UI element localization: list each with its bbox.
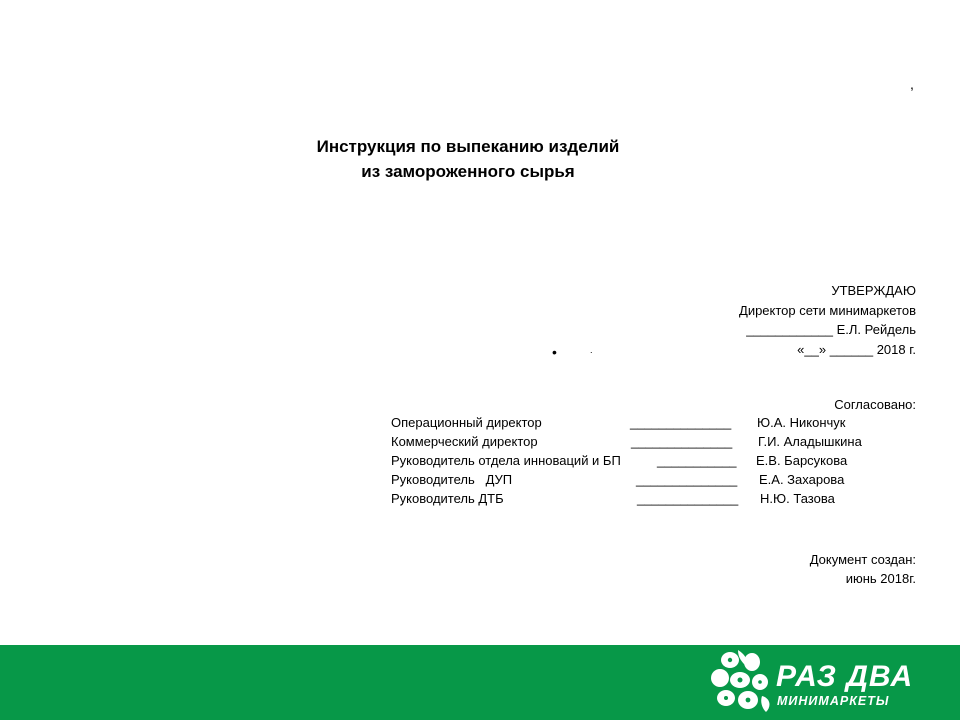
signer-row [391,491,911,510]
signer-role: Руководитель ДТБ [391,491,504,506]
approval-signature-line: ____________ Е.Л. Рейдель [746,322,916,337]
title-line-1: Инструкция по выпеканию изделий [316,137,620,156]
signer-name: Н.Ю. Тазова [760,491,835,506]
document-title [268,134,668,184]
signer-row [391,434,911,453]
signer-signature-line: ______________ [630,415,732,430]
signers-list [391,415,911,510]
brand-subtitle: МИНИМАРКЕТЫ [777,694,890,708]
signer-name: Ю.А. Никончук [757,415,846,430]
signer-row [391,415,911,434]
approval-block [739,281,916,359]
signer-role: Коммерческий директор [391,434,538,449]
title-line-2: из замороженного сырья [361,162,575,181]
signer-row [391,472,911,491]
signer-signature-line: ______________ [637,491,739,506]
signer-signature-line: ______________ [636,472,738,487]
signer-role: Руководитель ДУП [391,472,513,487]
approval-date-line: «__» ______ 2018 г. [797,341,916,357]
stray-bullet: • [552,344,557,360]
signer-role: Руководитель отдела инноваций и БП [391,453,621,468]
signer-signature-line: ______________ [631,434,733,449]
stray-dot: . [590,345,593,355]
agreed-heading: Согласовано: [834,397,916,412]
created-label: Документ создан: [809,552,916,567]
signer-role: Операционный директор [391,415,542,430]
approval-position: Директор сети минимаркетов [739,302,916,318]
signer-name: Г.И. Аладышкина [758,434,862,449]
created-block [810,550,916,588]
signer-row [391,453,911,472]
signer-name: Е.В. Барсукова [756,453,848,468]
approval-heading: УТВЕРЖДАЮ [831,283,916,298]
signer-name: Е.А. Захарова [759,472,845,487]
signer-signature-line: ___________ [657,453,737,468]
fruit-cluster-logo-icon [710,648,774,714]
created-date: июнь 2018г. [845,571,916,586]
brand-name: РАЗ ДВА [776,660,914,693]
header-mark: , [910,76,914,92]
